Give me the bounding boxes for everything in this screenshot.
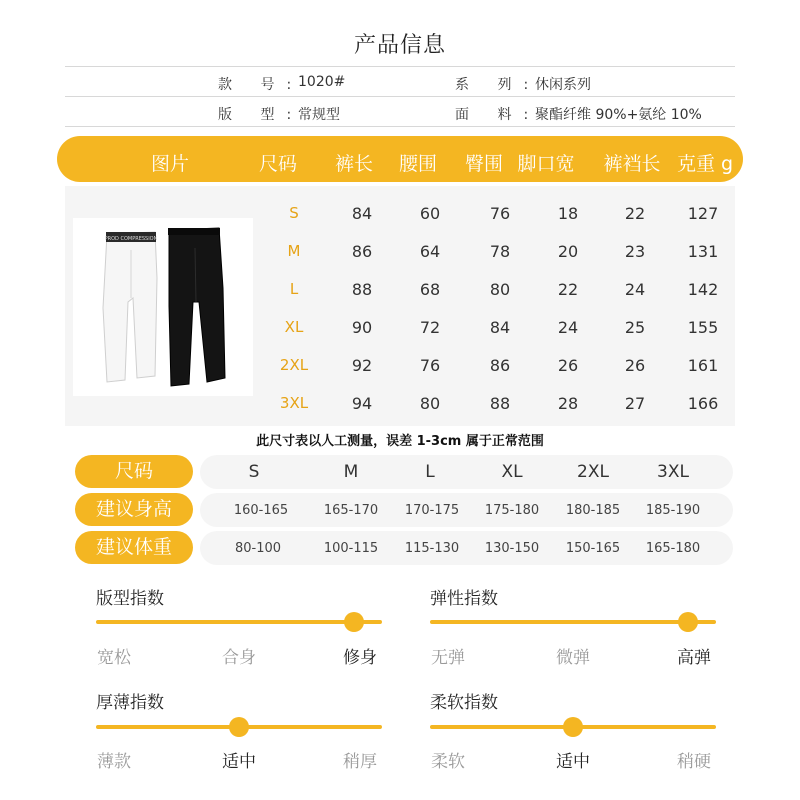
recommend-size: 2XL	[577, 462, 609, 482]
table-value-cell: 24	[624, 280, 646, 299]
table-value-cell: 25	[624, 318, 646, 337]
table-size-cell: 2XL	[279, 356, 309, 374]
info-value: 休闲系列	[535, 77, 591, 93]
recommend-height-strip	[200, 493, 733, 527]
table-value-cell: 18	[557, 204, 579, 223]
table-value-cell: 84	[489, 318, 511, 337]
table-value-cell: 166	[687, 394, 719, 413]
info-style-no	[218, 74, 378, 94]
index-title: 厚薄指数	[96, 693, 164, 713]
table-value-cell: 28	[557, 394, 579, 413]
product-image	[73, 218, 253, 396]
recommend-size-strip	[200, 455, 733, 489]
info-label: 版 型:	[218, 107, 304, 123]
table-value-cell: 90	[351, 318, 373, 337]
index-label: 高弹	[677, 648, 711, 668]
index-label: 修身	[343, 648, 377, 668]
index-knob	[678, 612, 698, 632]
index-label: 微弹	[556, 648, 590, 668]
info-value: 聚酯纤维 90%+氨纶 10%	[535, 107, 702, 123]
info-label: 款 号:	[218, 77, 304, 93]
recommend-height-label: 建议身高	[75, 493, 193, 526]
table-size-cell: L	[289, 280, 299, 298]
header-size: 尺码	[258, 153, 298, 175]
index-track	[96, 620, 382, 624]
table-value-cell: 92	[351, 356, 373, 375]
table-value-cell: 88	[489, 394, 511, 413]
size-table-header	[57, 136, 743, 182]
table-value-cell: 86	[489, 356, 511, 375]
index-label: 适中	[222, 752, 256, 772]
divider-top	[65, 66, 735, 67]
table-value-cell: 88	[351, 280, 373, 299]
index-label: 适中	[556, 752, 590, 772]
table-value-cell: 86	[351, 242, 373, 261]
header-waist: 腰围	[398, 153, 438, 175]
table-value-cell: 24	[557, 318, 579, 337]
table-value-cell: 22	[557, 280, 579, 299]
recommend-size: L	[425, 462, 435, 482]
table-value-cell: 94	[351, 394, 373, 413]
table-value-cell: 27	[624, 394, 646, 413]
table-value-cell: 60	[419, 204, 441, 223]
table-value-cell: 84	[351, 204, 373, 223]
index-title: 弹性指数	[430, 589, 498, 609]
recommend-weight: 150-165	[565, 541, 621, 556]
index-label: 稍硬	[677, 752, 711, 772]
info-fabric	[455, 104, 715, 124]
index-label: 柔软	[431, 752, 465, 772]
index-label: 合身	[222, 648, 256, 668]
info-value: 常规型	[298, 107, 340, 123]
table-value-cell: 80	[419, 394, 441, 413]
header-rise: 裤裆长	[603, 153, 661, 175]
recommend-weight-label: 建议体重	[75, 531, 193, 564]
recommend-size: S	[248, 462, 260, 482]
info-label: 面 料:	[455, 107, 541, 123]
divider-mid	[65, 96, 735, 97]
header-leg-opening: 脚口宽	[517, 153, 575, 175]
index-knob	[229, 717, 249, 737]
table-size-cell: S	[289, 204, 299, 222]
recommend-size: XL	[501, 462, 523, 482]
table-value-cell: 80	[489, 280, 511, 299]
header-weight: 克重 g	[676, 153, 734, 175]
table-value-cell: 142	[687, 280, 719, 299]
header-picture: 图片	[150, 153, 190, 175]
waistband-text: PROD COMPRESSION	[104, 236, 158, 242]
recommend-weight: 80-100	[234, 541, 282, 556]
table-value-cell: 26	[624, 356, 646, 375]
recommend-size: M	[343, 462, 359, 482]
info-series	[455, 74, 695, 94]
index-label: 薄款	[97, 752, 131, 772]
header-hip: 臀围	[464, 153, 504, 175]
table-value-cell: 72	[419, 318, 441, 337]
page-title: 产品信息	[353, 33, 446, 58]
header-length: 裤长	[334, 153, 374, 175]
index-knob	[563, 717, 583, 737]
index-track	[430, 620, 716, 624]
index-label: 无弹	[431, 648, 465, 668]
table-value-cell: 78	[489, 242, 511, 261]
recommend-height: 180-185	[565, 503, 621, 518]
table-value-cell: 127	[687, 204, 719, 223]
table-size-cell: M	[287, 242, 301, 260]
table-value-cell: 76	[419, 356, 441, 375]
index-title: 版型指数	[96, 589, 164, 609]
recommend-weight: 165-180	[645, 541, 701, 556]
table-value-cell: 20	[557, 242, 579, 261]
table-size-cell: 3XL	[279, 394, 309, 412]
table-value-cell: 64	[419, 242, 441, 261]
size-table-body	[65, 186, 735, 426]
recommend-weight: 130-150	[484, 541, 540, 556]
recommend-height: 170-175	[404, 503, 460, 518]
index-knob	[344, 612, 364, 632]
info-value: 1020#	[298, 74, 346, 90]
recommend-weight: 115-130	[404, 541, 460, 556]
index-label: 稍厚	[343, 752, 377, 772]
recommend-height: 185-190	[645, 503, 701, 518]
info-fit	[218, 104, 378, 124]
table-size-cell: XL	[284, 318, 304, 336]
recommend-size-label: 尺码	[75, 455, 193, 488]
index-title: 柔软指数	[430, 693, 498, 713]
table-value-cell: 155	[687, 318, 719, 337]
recommend-weight: 100-115	[323, 541, 379, 556]
index-label: 宽松	[97, 648, 131, 668]
table-value-cell: 68	[419, 280, 441, 299]
table-value-cell: 23	[624, 242, 646, 261]
recommend-weight-strip	[200, 531, 733, 565]
table-value-cell: 26	[557, 356, 579, 375]
leggings-illustration	[73, 218, 253, 396]
table-value-cell: 22	[624, 204, 646, 223]
recommend-height: 160-165	[233, 503, 289, 518]
table-value-cell: 131	[687, 242, 719, 261]
recommend-size: 3XL	[657, 462, 689, 482]
table-value-cell: 76	[489, 204, 511, 223]
measurement-note: 此尺寸表以人工测量，误差 1-3cm 属于正常范围	[256, 434, 544, 449]
recommend-height: 175-180	[484, 503, 540, 518]
info-label: 系 列:	[455, 77, 541, 93]
recommend-height: 165-170	[323, 503, 379, 518]
table-value-cell: 161	[687, 356, 719, 375]
divider-bottom	[65, 126, 735, 127]
